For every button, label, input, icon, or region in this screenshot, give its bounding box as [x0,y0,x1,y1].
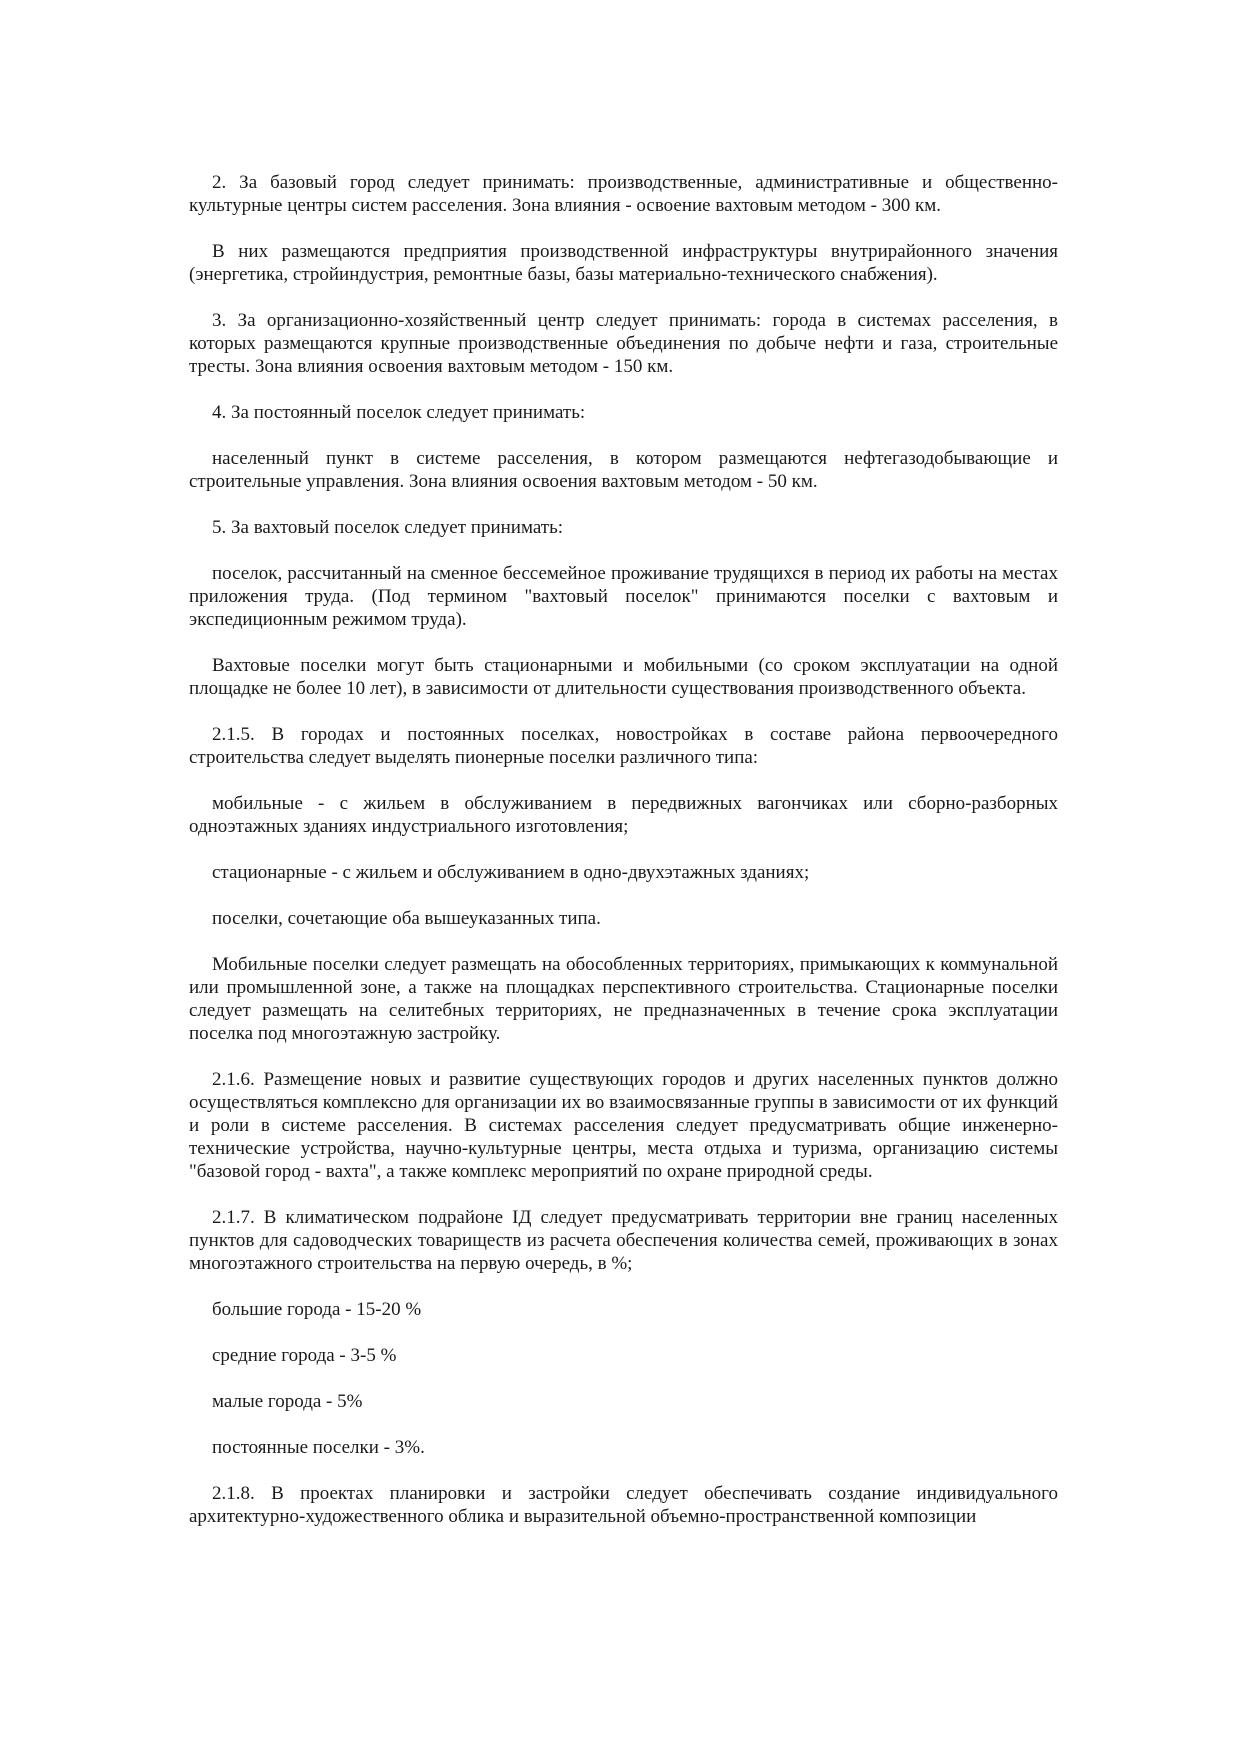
paragraph-shift-settlement-heading: 5. За вахтовый поселок следует принимать: [212,517,564,538]
paragraph-permanent-settlement-definition: населенный пункт в системе расселения, в котором размещаются нефтегазодобывающие и строительные управления. Зона влияния освоения вахтовым методом - 50 км. [189,448,1058,492]
paragraph-2-1-6: 2.1.6. Размещение новых и развитие существующих городов и других населенных пунктов должно осуществляться комплексно для организации их во взаимосвязанные группы в зависимости от их функций и роли в системе расселения. В системах расселения следует предусматривать общие инженерно-технические устройства, научно-культурные центры, места отдыха и туризма, организацию системы "базовой город - вахта", а также комплекс мероприятий по охране природной среды. [189,1069,1058,1182]
paragraph-2-1-5: 2.1.5. В городах и постоянных поселках, новостройках в составе района первоочередного строительства следует выделять пионерные поселки различного типа: [189,724,1058,768]
list-item-large-cities: большие города - 15-20 % [212,1299,422,1320]
paragraph-mobile: мобильные - с жильем в обслуживанием в передвижных вагончиках или сборно-разборных одноэтажных зданиях индустриального изготовления; [189,793,1058,837]
paragraph-shift-settlement-types: Вахтовые поселки могут быть стационарными и мобильными (со сроком эксплуатации на одной площадке не более 10 лет), в зависимости от длительности существования производственного объекта. [189,655,1058,699]
paragraph-base-city: 2. За базовый город следует принимать: производственные, административные и общественно-культурные центры систем расселения. Зона влияния - освоение вахтовым методом - 300 км. [189,172,1058,216]
list-item-small-cities: малые города - 5% [212,1391,363,1412]
paragraph-combined: поселки, сочетающие оба вышеуказанных типа. [212,908,601,929]
paragraph-placement: Мобильные поселки следует размещать на обособленных территориях, примыкающих к коммунальной или промышленной зоне, а также на площадках перспективного строительства. Стационарные поселки следует размещать на селитебных территориях, не предназначенных в течение срока эксплуатации поселка под многоэтажную застройку. [189,954,1058,1044]
paragraph-permanent-settlement-heading: 4. За постоянный поселок следует принимать: [212,402,586,423]
paragraph-stationary: стационарные - с жильем и обслуживанием в одно-двухэтажных зданиях; [212,862,810,883]
document-page [189,171,1058,1528]
paragraph-2-1-8: 2.1.8. В проектах планировки и застройки следует обеспечивать создание индивидуального архитектурно-художественного облика и выразительной объемно-пространственной композиции [189,1483,1058,1527]
paragraph-shift-settlement-definition: поселок, рассчитанный на сменное бессемейное проживание трудящихся в период их работы на местах приложения труда. (Под термином "вахтовый поселок" принимаются поселки с вахтовым и экспедиционным режимом труда). [189,563,1058,630]
list-item-permanent-settlements: постоянные поселки - 3%. [212,1437,425,1458]
paragraph-2-1-7: 2.1.7. В климатическом подрайоне IД следует предусматривать территории вне границ населенных пунктов для садоводческих товариществ из расчета обеспечения количества семей, проживающих в зонах многоэтажного строительства на первую очередь, в %; [189,1207,1058,1274]
list-item-medium-cities: средние города - 3-5 % [212,1345,397,1366]
paragraph-infrastructure: В них размещаются предприятия производственной инфраструктуры внутрирайонного значения (энергетика, стройиндустрия, ремонтные базы, базы материально-технического снабжения). [189,241,1058,285]
paragraph-org-center: 3. За организационно-хозяйственный центр следует принимать: города в системах расселения, в которых размещаются крупные производственные объединения по добыче нефти и газа, строительные тресты. Зона влияния освоения вахтовым методом - 150 км. [189,310,1058,377]
